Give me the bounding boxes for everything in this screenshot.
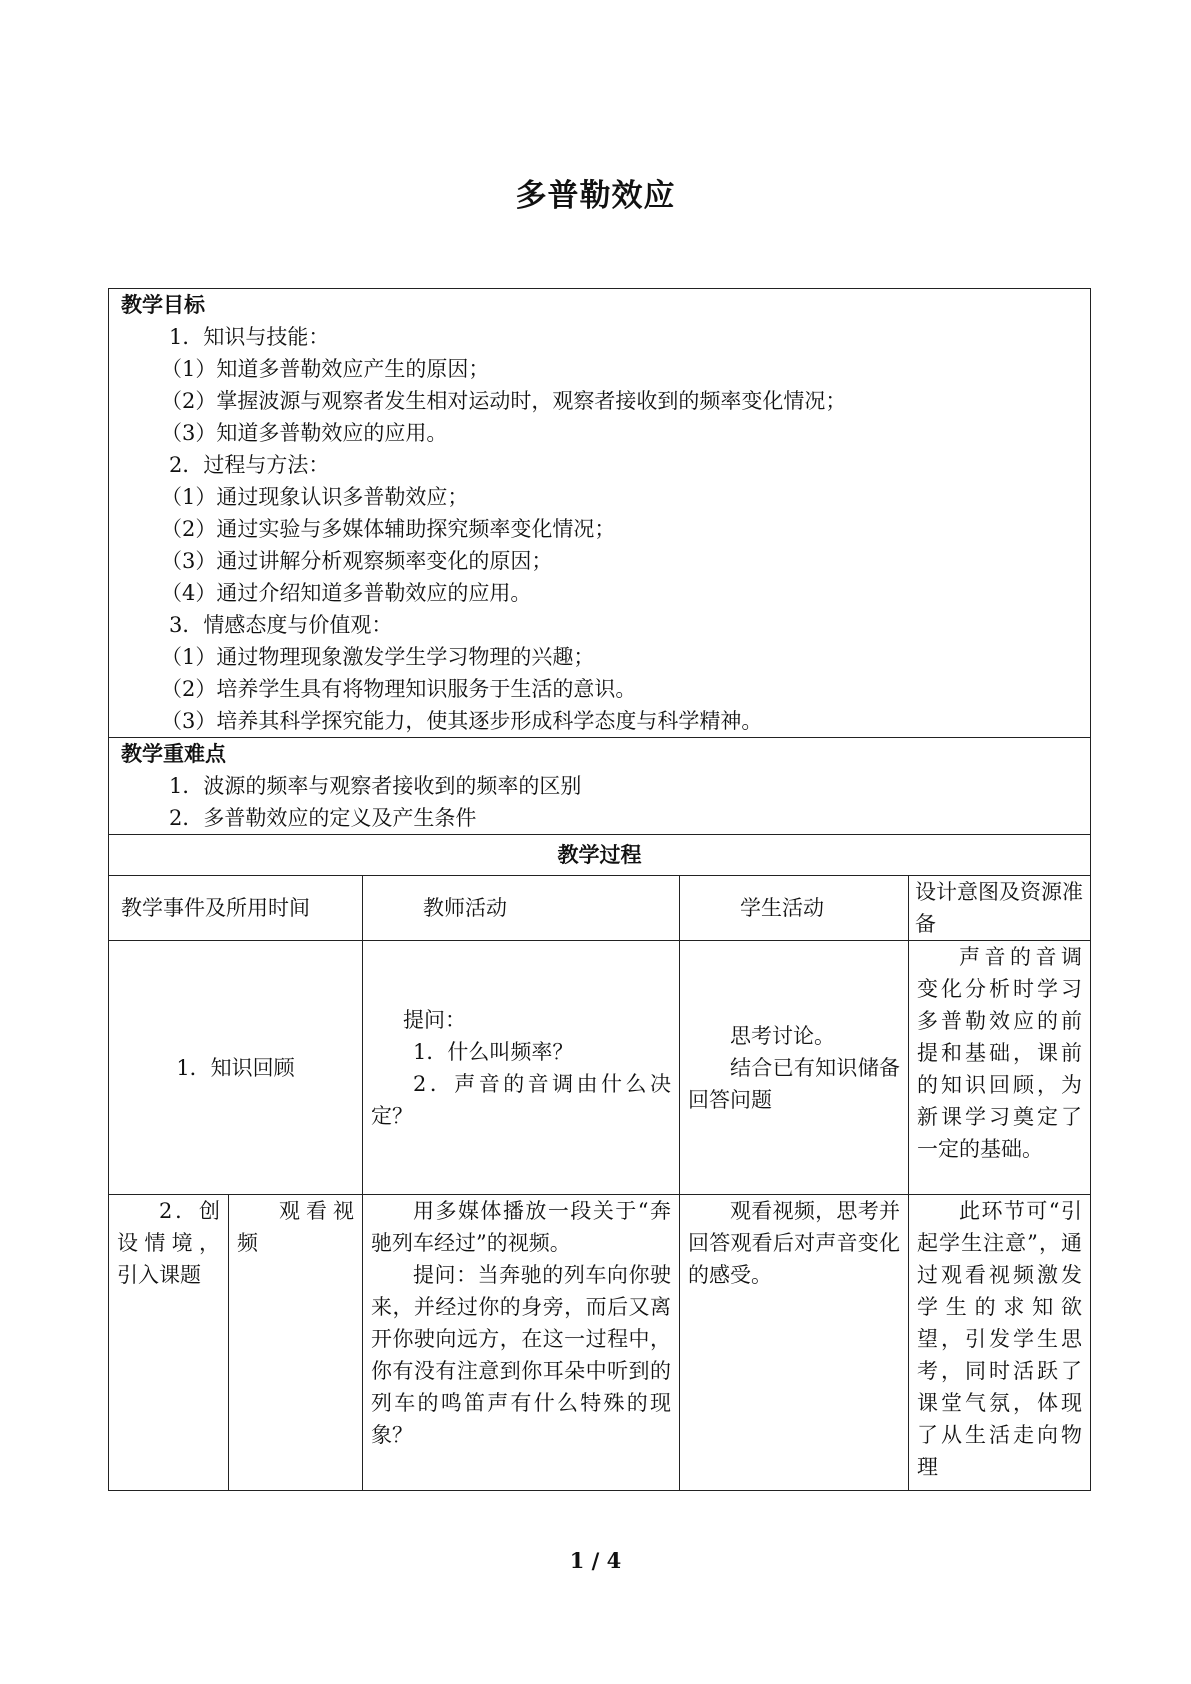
column-header-teacher: 教师活动	[363, 876, 680, 941]
event-sub-label: 观看视频	[237, 1199, 354, 1255]
objective-item: （4）通过介绍知道多普勒效应的应用。	[161, 581, 532, 605]
objective-item: （3）知道多普勒效应的应用。	[161, 421, 448, 445]
teacher-line: 提问：当奔驰的列车向你驶来，并经过你的身旁，而后又离开你驶向远方，在这一过程中，你有没有注意到你耳朵中听到的列车的鸣笛声有什么特殊的现象？	[371, 1263, 671, 1447]
objectives-row	[109, 289, 1091, 738]
student-line: 思考讨论。	[730, 1023, 835, 1048]
student-activity-cell	[680, 941, 909, 1195]
objective-item: （2）通过实验与多媒体辅助探究频率变化情况；	[161, 517, 616, 541]
document-title: 多普勒效应	[515, 178, 676, 214]
key-points-cell	[109, 738, 1091, 835]
objectives-heading: 教学目标	[121, 293, 205, 317]
objective-item: （3）培养其科学探究能力，使其逐步形成科学态度与科学精神。	[161, 709, 763, 733]
objective-item: （2）掌握波源与观察者发生相对运动时，观察者接收到的频率变化情况；	[161, 389, 847, 413]
page-number: 1 / 4	[569, 1548, 622, 1573]
objective-item: （3）通过讲解分析观察频率变化的原因；	[161, 549, 553, 573]
objective-section-label: 2．过程与方法：	[169, 453, 330, 477]
table-row	[109, 941, 1091, 1195]
key-points-heading: 教学重难点	[121, 742, 226, 766]
teacher-activity-cell	[363, 1195, 680, 1491]
objective-item: （1）通过现象认识多普勒效应；	[161, 485, 469, 509]
teacher-line: 提问：	[403, 1007, 466, 1032]
objective-item: （1）通过物理现象激发学生学习物理的兴趣；	[161, 645, 595, 669]
design-text: 此环节可“引起学生注意”，通过观看视频激发学生的求知欲望，引发学生思考，同时活跃了课堂气氛，体现了从生活走向物理	[917, 1199, 1082, 1479]
objective-section-label: 1．知识与技能：	[169, 325, 330, 349]
teacher-activity-cell	[363, 941, 680, 1195]
key-points-row	[109, 738, 1091, 835]
process-heading: 教学过程	[109, 835, 1091, 876]
key-point-item: 1．波源的频率与观察者接收到的频率的区别	[169, 774, 582, 798]
process-column-header-row	[109, 876, 1091, 941]
teacher-line: 2．声音的音调由什么决定？	[371, 1071, 671, 1128]
student-line: 结合已有知识储备回答问题	[688, 1055, 900, 1112]
key-point-item: 2．多普勒效应的定义及产生条件	[169, 806, 477, 830]
column-header-event: 教学事件及所用时间	[109, 876, 363, 941]
process-heading-row	[109, 835, 1091, 876]
objective-item: （2）培养学生具有将物理知识服务于生活的意识。	[161, 677, 637, 701]
student-activity-cell	[680, 1195, 909, 1491]
event-cell	[109, 941, 363, 1195]
student-line: 观看视频，思考并回答观看后对声音变化的感受。	[688, 1199, 900, 1287]
design-cell	[909, 1195, 1091, 1491]
design-cell	[909, 941, 1091, 1195]
design-text: 声音的音调变化分析时学习多普勒效应的前提和基础，课前的知识回顾，为新课学习奠定了一定的基础。	[917, 945, 1082, 1161]
table-row	[109, 1195, 1091, 1491]
objective-item: （1）知道多普勒效应产生的原因；	[161, 357, 490, 381]
event-label: 2．创设情境，引入课题	[117, 1199, 220, 1287]
objective-section-label: 3．情感态度与价值观：	[169, 613, 393, 637]
event-label: 1．知识回顾	[176, 1055, 295, 1080]
lesson-plan-table	[108, 288, 1091, 1491]
event-sub-cell	[229, 1195, 363, 1491]
teacher-line: 用多媒体播放一段关于“奔驰列车经过”的视频。	[371, 1199, 671, 1255]
event-cell	[109, 1195, 229, 1491]
column-header-student: 学生活动	[680, 876, 909, 941]
column-header-design: 设计意图及资源准备	[909, 876, 1091, 941]
objectives-cell	[109, 289, 1091, 738]
teacher-line: 1．什么叫频率？	[413, 1039, 574, 1064]
